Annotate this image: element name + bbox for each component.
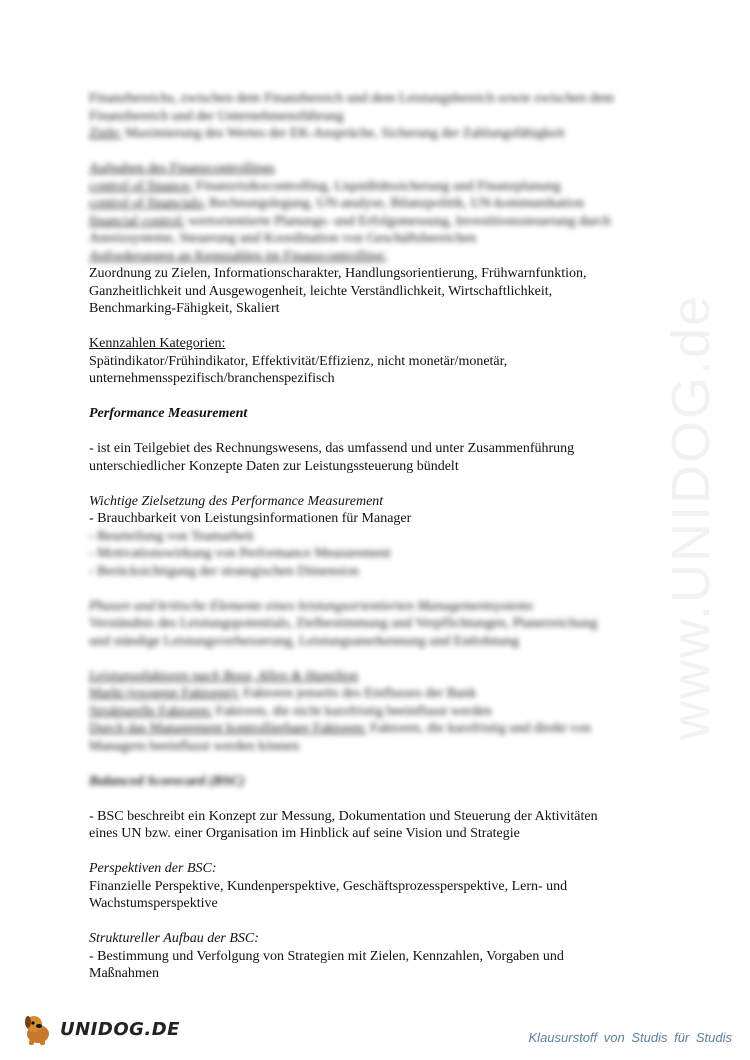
text-line xyxy=(89,178,669,196)
dog-mascot-icon xyxy=(20,1012,56,1046)
ziele-label: Ziele: xyxy=(89,126,122,141)
kennzahlen-heading: Kennzahlen Kategorien: xyxy=(89,336,226,351)
ziele-text: Maximierung des Wertes der EK-Ansprüche, Sicherung der Zahlungsfähigkeit xyxy=(121,126,565,141)
text-line: Wachstumsperspektive xyxy=(89,896,218,911)
cof-label: control of finance: xyxy=(89,178,193,194)
blurred-mid-section xyxy=(89,528,669,791)
anforderungen-heading: Anforderungen an Kennzahlen im Finanzcontrolling: xyxy=(89,248,387,264)
aufgaben-heading: Aufgaben des Finanzcontrollings xyxy=(89,161,275,176)
pm-heading: Performance Measurement xyxy=(89,406,248,421)
text-line xyxy=(89,213,669,231)
text-line: - BSC beschreibt ein Konzept zur Messung, Dokumentation und Steuerung der Aktivitäten xyxy=(89,808,598,824)
cof-text: Finanzrisikocontrolling, Liquiditätssicherung und Finanzplanung xyxy=(192,178,561,194)
logo-text: UNIDOG.DE xyxy=(60,1018,180,1040)
list-item: - Motivationswirkung von Performance Measurement xyxy=(89,546,391,561)
pm-ziel-heading: Wichtige Zielsetzung des Performance Measurement xyxy=(89,493,384,509)
bsc-heading: Balanced Scorecard (BSC) xyxy=(89,773,245,789)
fc-label: financial control: xyxy=(89,213,186,229)
text-line: Maßnahmen xyxy=(89,966,159,981)
mgmt-text: Faktoren, die kurzfristig und direkt von xyxy=(366,721,591,736)
list-item: - Brauchbarkeit von Leistungsinformationen für Manager xyxy=(89,511,412,526)
text-line: - Bestimmung und Verfolgung von Strategien mit Zielen, Kennzahlen, Vorgaben und xyxy=(89,948,564,964)
struk-label: Strukturelle Faktoren: xyxy=(89,703,213,719)
text-line: Ganzheitlichkeit und Ausgewogenheit, leichte Verständlichkeit, Wirtschaftlichkeit, xyxy=(89,283,553,299)
blurred-top-section xyxy=(89,90,669,265)
text-line: Spätindikator/Frühindikator, Effektivität/Effizienz, nicht monetär/monetär, xyxy=(89,353,508,369)
list-item: - Berücksichtigung der strategischen Dimension xyxy=(89,563,359,579)
text-line: Managern beeinflusst werden können xyxy=(89,738,300,754)
watermark-text: www.UNIDOG.de xyxy=(661,293,721,740)
text-line: Anreizsysteme, Steuerung und Koordination von Geschäftsbereichen xyxy=(89,231,477,246)
fc-text: wertorientierte Planungs- und Erfolgsmessung, Investitionssteuerung durch xyxy=(185,213,611,229)
text-line: eines UN bzw. einer Organisation im Hinblick auf seine Vision und Strategie xyxy=(89,826,520,841)
text-line: - ist ein Teilgebiet des Rechnungswesens, das umfassend und unter Zusammenführung xyxy=(89,441,575,456)
text-line: unterschiedlicher Konzepte Daten zur Leistungssteuerung bündelt xyxy=(89,458,459,474)
text-line: Finanzielle Perspektive, Kundenperspektive, Geschäftsprozessperspektive, Lern- und xyxy=(89,878,568,894)
text-line: unternehmensspezifisch/branchenspezifisch xyxy=(89,371,335,386)
document-page xyxy=(89,90,669,983)
bsc-aufbau-heading: Struktureller Aufbau der BSC: xyxy=(89,931,259,946)
footer-tagline: Klausurstoff von Studis für Studis xyxy=(528,1030,732,1045)
leistungsfaktoren-heading: Leistungsfaktoren nach Booz, Allen & Hamilton xyxy=(89,668,359,684)
text-line xyxy=(89,720,669,738)
struk-text: Faktoren, die nicht kurzfristig beeinflusst werden xyxy=(212,703,492,719)
text-line: Zuordnung zu Zielen, Informationscharakter, Handlungsorientierung, Frühwarnfunktion, xyxy=(89,266,587,281)
cofi-text: Rechnungslegung, UN-analyse, Bilanzpolitik, UN-kommunikation xyxy=(205,196,584,211)
unidog-logo[interactable] xyxy=(20,1012,180,1046)
text-line: Verständnis des Leistungspotentials, Zielbestimmung und Verpflichtungen, Planerreichung xyxy=(89,616,598,631)
phasen-heading: Phasen und kritische Elemente eines leistungsorientierten Managementsystems xyxy=(89,598,534,614)
text-line: Benchmarking-Fähigkeit, Skaliert xyxy=(89,301,280,316)
list-item: - Beurteilung von Teamarbeit xyxy=(89,528,254,544)
text-line: und ständige Leistungsverbesserung, Leistungsanerkennung und Entlohnung xyxy=(89,633,520,649)
bsc-perspektiven-heading: Perspektiven der BSC: xyxy=(89,861,217,876)
markt-text: Faktoren jenseits des Einflusses der Bank xyxy=(239,686,477,701)
text-line: Finanzbereichs, zwischen dem Finanzbereich und dem Leistungsbereich sowie zwischen dem xyxy=(89,91,614,106)
mgmt-label: Durch das Management kontrollierbare Faktoren: xyxy=(89,721,367,736)
text-line xyxy=(89,195,669,213)
text-line: Finanzbereich und der Unternehmensführung xyxy=(89,108,344,124)
markt-label: Markt (exogene Faktoren): xyxy=(89,686,240,701)
cofi-label: control of financials: xyxy=(89,196,206,211)
text-line xyxy=(89,125,669,143)
text-line xyxy=(89,703,669,721)
text-line xyxy=(89,685,669,703)
